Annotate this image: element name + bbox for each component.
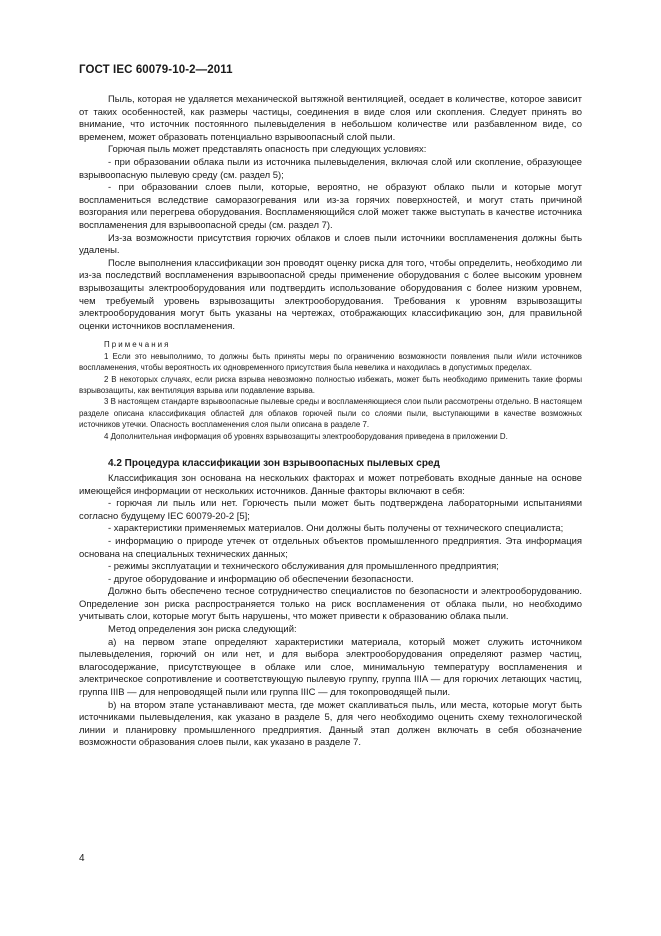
list-item: b) на втором этапе устанавливают места, где может скапливаться пыль, или места, которые могут быть источниками пылевыделения, как указано в разделе 5, для чего необходимо оценить схему технологической линии и планировку промышленного предприятия. Данный этап должен включать в себя обозначение возможности образования слоев пыли, как указано в разделе 7. xyxy=(79,699,582,749)
intro-block xyxy=(79,94,582,333)
paragraph: Метод определения зон риска следующий: xyxy=(108,624,297,636)
note-item: 3 В настоящем стандарте взрывоопасные пылевые среды и воспламеняющиеся слои пыли рассмотрены отдельно. В настоящем разделе описана классификация областей для облаков горючей пыли со слоями пыли, выступающими в качестве возможных источников утечки. Опасность воспламенения слоя пыли описана в разделе 7. xyxy=(79,397,582,430)
document-body xyxy=(79,94,582,750)
paragraph: Пыль, которая не удаляется механической вытяжной вентиляцией, оседает в количестве, которое зависит от таких особенностей, как размеры частицы, соединения в виде слоя или скопления. Следует принять во внимание, что источник постоянного пылевыделения в небольшом количестве или разбавленном виде, со временем, может образовать потенциально взрывоопасный слой пыли. xyxy=(79,94,582,143)
paragraph: Из-за возможности присутствия горючих облаков и слоев пыли источники воспламенения должны быть удалены. xyxy=(79,232,582,257)
section-block xyxy=(79,473,582,750)
notes-title: Примечания xyxy=(104,340,171,350)
note-item: 2 В некоторых случаях, если риска взрыва невозможно полностью избежать, может быть необходимо применить такие формы взрывозащиты, как вентиляция взрыва или подавление взрыва. xyxy=(79,374,582,395)
note-item: 4 Дополнительная информация об уровнях взрывозащиты электрооборудования приведена в приложении D. xyxy=(104,431,508,441)
section-heading: 4.2 Процедура классификации зон взрывоопасных пылевых сред xyxy=(108,457,440,469)
list-item: - информацию о природе утечек от отдельных объектов промышленного предприятия. Эта информация основана на специальных технических данных; xyxy=(79,535,582,560)
document-header: ГОСТ IEC 60079-10-2—2011 xyxy=(79,64,233,76)
paragraph: Горючая пыль может представлять опасность при следующих условиях: xyxy=(108,144,427,156)
list-item: - при образовании слоев пыли, которые, вероятно, не образуют облако пыли и которые могут воспламениться вследствие саморазогревания или из-за горячих поверхностей, и могут стать причиной возгорания или перегрева оборудования. Воспламеняющийся слой может также выступать в качестве источника воспламенения для взрывоопасной среды (см. раздел 7). xyxy=(79,182,582,231)
list-item: - горючая ли пыль или нет. Горючесть пыли может быть подтверждена лабораторными испытаниями согласно будущему IEC 60079-20-2 [5]; xyxy=(79,498,582,522)
list-item: - при образовании облака пыли из источника пылевыделения, включая слой или скопление, образующее взрывоопасную пылевую среду (см. раздел 5); xyxy=(79,156,582,181)
paragraph: Должно быть обеспечено тесное сотрудничество специалистов по безопасности и электрооборудованию. Определение зон риска распространяется только на риск воспламенения от облака пыли, но необходимо учитывать слои, которые могут быть нарушены, что может привести к образованию облака пыли. xyxy=(79,586,582,623)
list-item: - режимы эксплуатации и технического обслуживания для промышленного предприятия; xyxy=(108,561,499,573)
list-item: - характеристики применяемых материалов. Они должны быть получены от технического специалиста; xyxy=(108,523,564,535)
paragraph: Классификация зон основана на нескольких факторах и может потребовать входные данные на основе имеющейся информации от нескольких источников. Данные факторы включают в себя: xyxy=(79,472,582,497)
list-item: а) на первом этапе определяют характеристики материала, который может служить источником пылевыделения, горючий он или нет, и для выбора электрооборудования определяют размер частиц, влагосодержание, присутствующее в облаке или слое, минимальную температуру воспламенения и электрическое сопротивление и соответствующую пылевую группу, группа IIIA — для горючих летающих частиц, группа IIIB — для непроводящей пыли или группа IIIC — для токопроводящей пыли. xyxy=(79,636,582,699)
notes-block xyxy=(79,339,582,442)
page-number: 4 xyxy=(79,853,85,864)
note-item: 1 Если это невыполнимо, то должны быть приняты меры по ограничению возможности появления пыли и/или источников воспламенения, чтобы вероятность их одновременного присутствия была невелика и находилась в допустимых пределах. xyxy=(79,351,582,373)
list-item: - другое оборудование и информацию об обеспечении безопасности. xyxy=(108,573,414,585)
paragraph: После выполнения классификации зон проводят оценку риска для того, чтобы определить, необходимо ли из-за последствий воспламенения взрывоопасной среды применение оборудования с более высоким уровнем взрывозащиты электрооборудования или подтвердить использование оборудования с более низким уровнем, чем требуемый уровень взрывозащиты электрооборудования. Требования к уровням взрывозащиты электрооборудования могут быть указаны на чертежах, отображающих классификацию зон, для правильной оценки источников воспламенения. xyxy=(79,257,582,332)
